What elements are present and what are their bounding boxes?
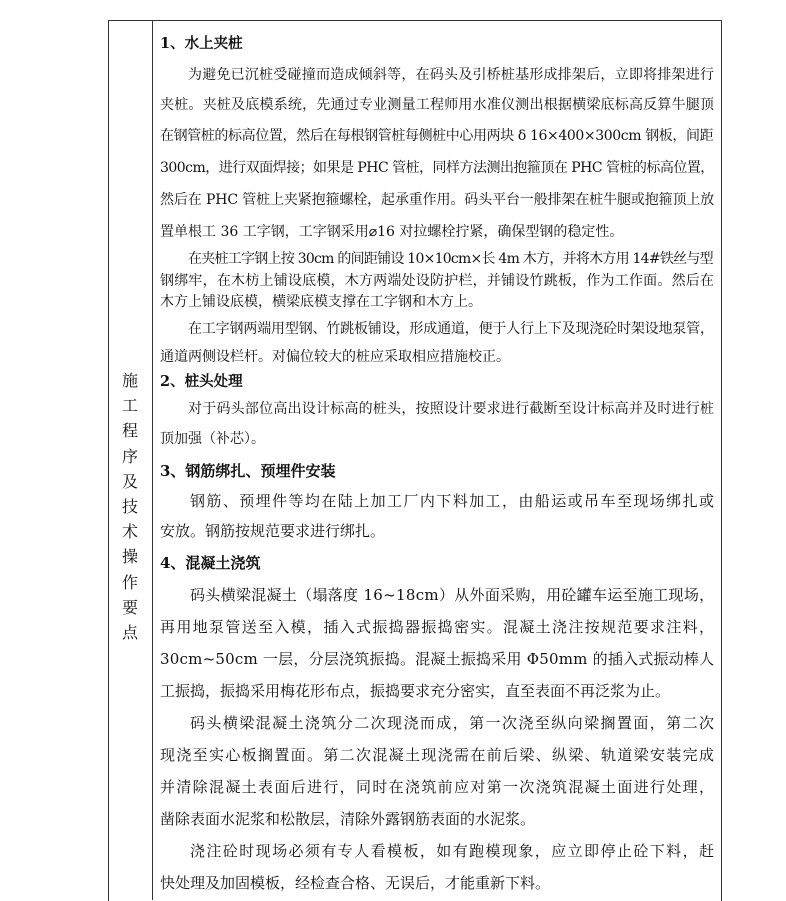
section-label-char: 序	[121, 446, 138, 466]
section-label-char: 及	[121, 471, 138, 491]
section-heading: 1、水上夹桩	[160, 35, 243, 52]
column-divider	[152, 20, 153, 900]
text-line: 夹桩。夹桩及底模系统，先通过专业测量工程师用水准仪测出根据横梁底标高反算牛腿顶	[160, 97, 715, 113]
text-line: 在夹桩工字钢上按 30cm 的间距铺设 10×10cm×长 4m 木方，并将木方用 14#铁丝与型	[188, 251, 713, 267]
text-line: 然后在 PHC 管桩上夹紧抱箍螺栓，起承重作用。码头平台一般排架在桩牛腿或抱箍顶上放	[160, 192, 715, 208]
text-line: 钢筋、预埋件等均在陆上加工厂内下料加工，由船运或吊车至现场绑扎或	[190, 492, 716, 510]
text-line: 在工字钢两端用型钢、竹跳板铺设，形成通道，便于人行上下及现浇砼时架设地泵管，	[188, 321, 714, 337]
section-label-char: 要	[121, 597, 138, 617]
text-line: 钢绑牢，在木枋上铺设底模，木方两端处设防护栏，并铺设竹跳板，作为工作面。然后在	[160, 273, 715, 289]
section-label-char: 点	[121, 623, 138, 643]
section-label-char: 施	[121, 371, 138, 390]
text-line: 顶加强（补芯）。	[160, 431, 265, 447]
text-line: 300cm，进行双面焊接；如果是 PHC 管桩，同样方法测出抱箍顶在 PHC 管桩的标高位置，	[160, 160, 714, 176]
text-line: 并清除混凝土表面后进行，同时在浇筑前应对第一次浇筑混凝土面进行处理，	[160, 778, 716, 796]
text-line: 浇注砼时现场必须有专人看模板，如有跑模现象，应立即停止砼下料，赶	[190, 842, 716, 860]
section-label-char: 术	[121, 522, 138, 542]
section-label-char: 工	[121, 396, 138, 416]
text-line: 为避免已沉桩受碰撞而造成倾斜等，在码头及引桥桩基形成排架后，立即将排架进行	[188, 67, 715, 83]
text-line: 码头横梁混凝土（塌落度 16~18cm）从外面采购，用砼罐车运至施工现场，	[190, 586, 715, 604]
text-line: 置单根工 36 工字钢，工字钢采用⌀16 对拉螺栓拧紧，确保型钢的稳定性。	[160, 224, 624, 240]
text-line: 30cm~50cm 一层，分层浇筑振捣。混凝土振捣采用 Φ50mm 的插入式振动棒人	[160, 650, 715, 668]
text-line: 再用地泵管送至入模，插入式振捣器振捣密实。混凝土浇注按规范要求注料，	[160, 618, 716, 636]
section-label-char: 作	[121, 572, 138, 592]
text-line: 现浇至实心板搁置面。第二次混凝土现浇需在前后梁、纵梁、轨道梁安装完成	[160, 746, 716, 764]
section-heading: 4、混凝土浇筑	[160, 554, 261, 572]
text-line: 凿除表面水泥浆和松散层，清除外露钢筋表面的水泥浆。	[160, 810, 536, 828]
section-heading: 2、桩头处理	[160, 373, 243, 390]
text-line: 木方上铺设底模，横梁底模支撑在工字钢和木方上。	[160, 294, 482, 310]
text-line: 通道两侧设栏杆。对偏位较大的桩应采取相应措施校正。	[160, 349, 510, 365]
text-line: 码头横梁混凝土浇筑分二次现浇而成，第一次浇至纵向梁搁置面，第二次	[190, 714, 716, 732]
text-line: 快处理及加固模板，经检查合格、无误后，才能重新下料。	[160, 874, 551, 892]
text-line: 在钢管桩的标高位置，然后在每根钢管桩每侧桩中心用两块 δ 16×400×300cm 钢板，间距	[160, 128, 714, 144]
text-line: 安放。钢筋按规范要求进行绑扎。	[160, 522, 386, 540]
text-line: 对于码头部位高出设计标高的桩头，按照设计要求进行截断至设计标高并及时进行桩	[188, 401, 715, 417]
section-label-char: 程	[121, 421, 138, 441]
section-label-char: 操	[121, 547, 138, 567]
section-heading: 3、钢筋绑扎、预埋件安装	[160, 462, 336, 480]
text-line: 工振捣，振捣采用梅花形布点，振捣要求充分密实，直至表面不再泛浆为止。	[160, 682, 671, 700]
section-label-char: 技	[121, 497, 138, 517]
section-label-construction-procedure	[108, 368, 152, 645]
